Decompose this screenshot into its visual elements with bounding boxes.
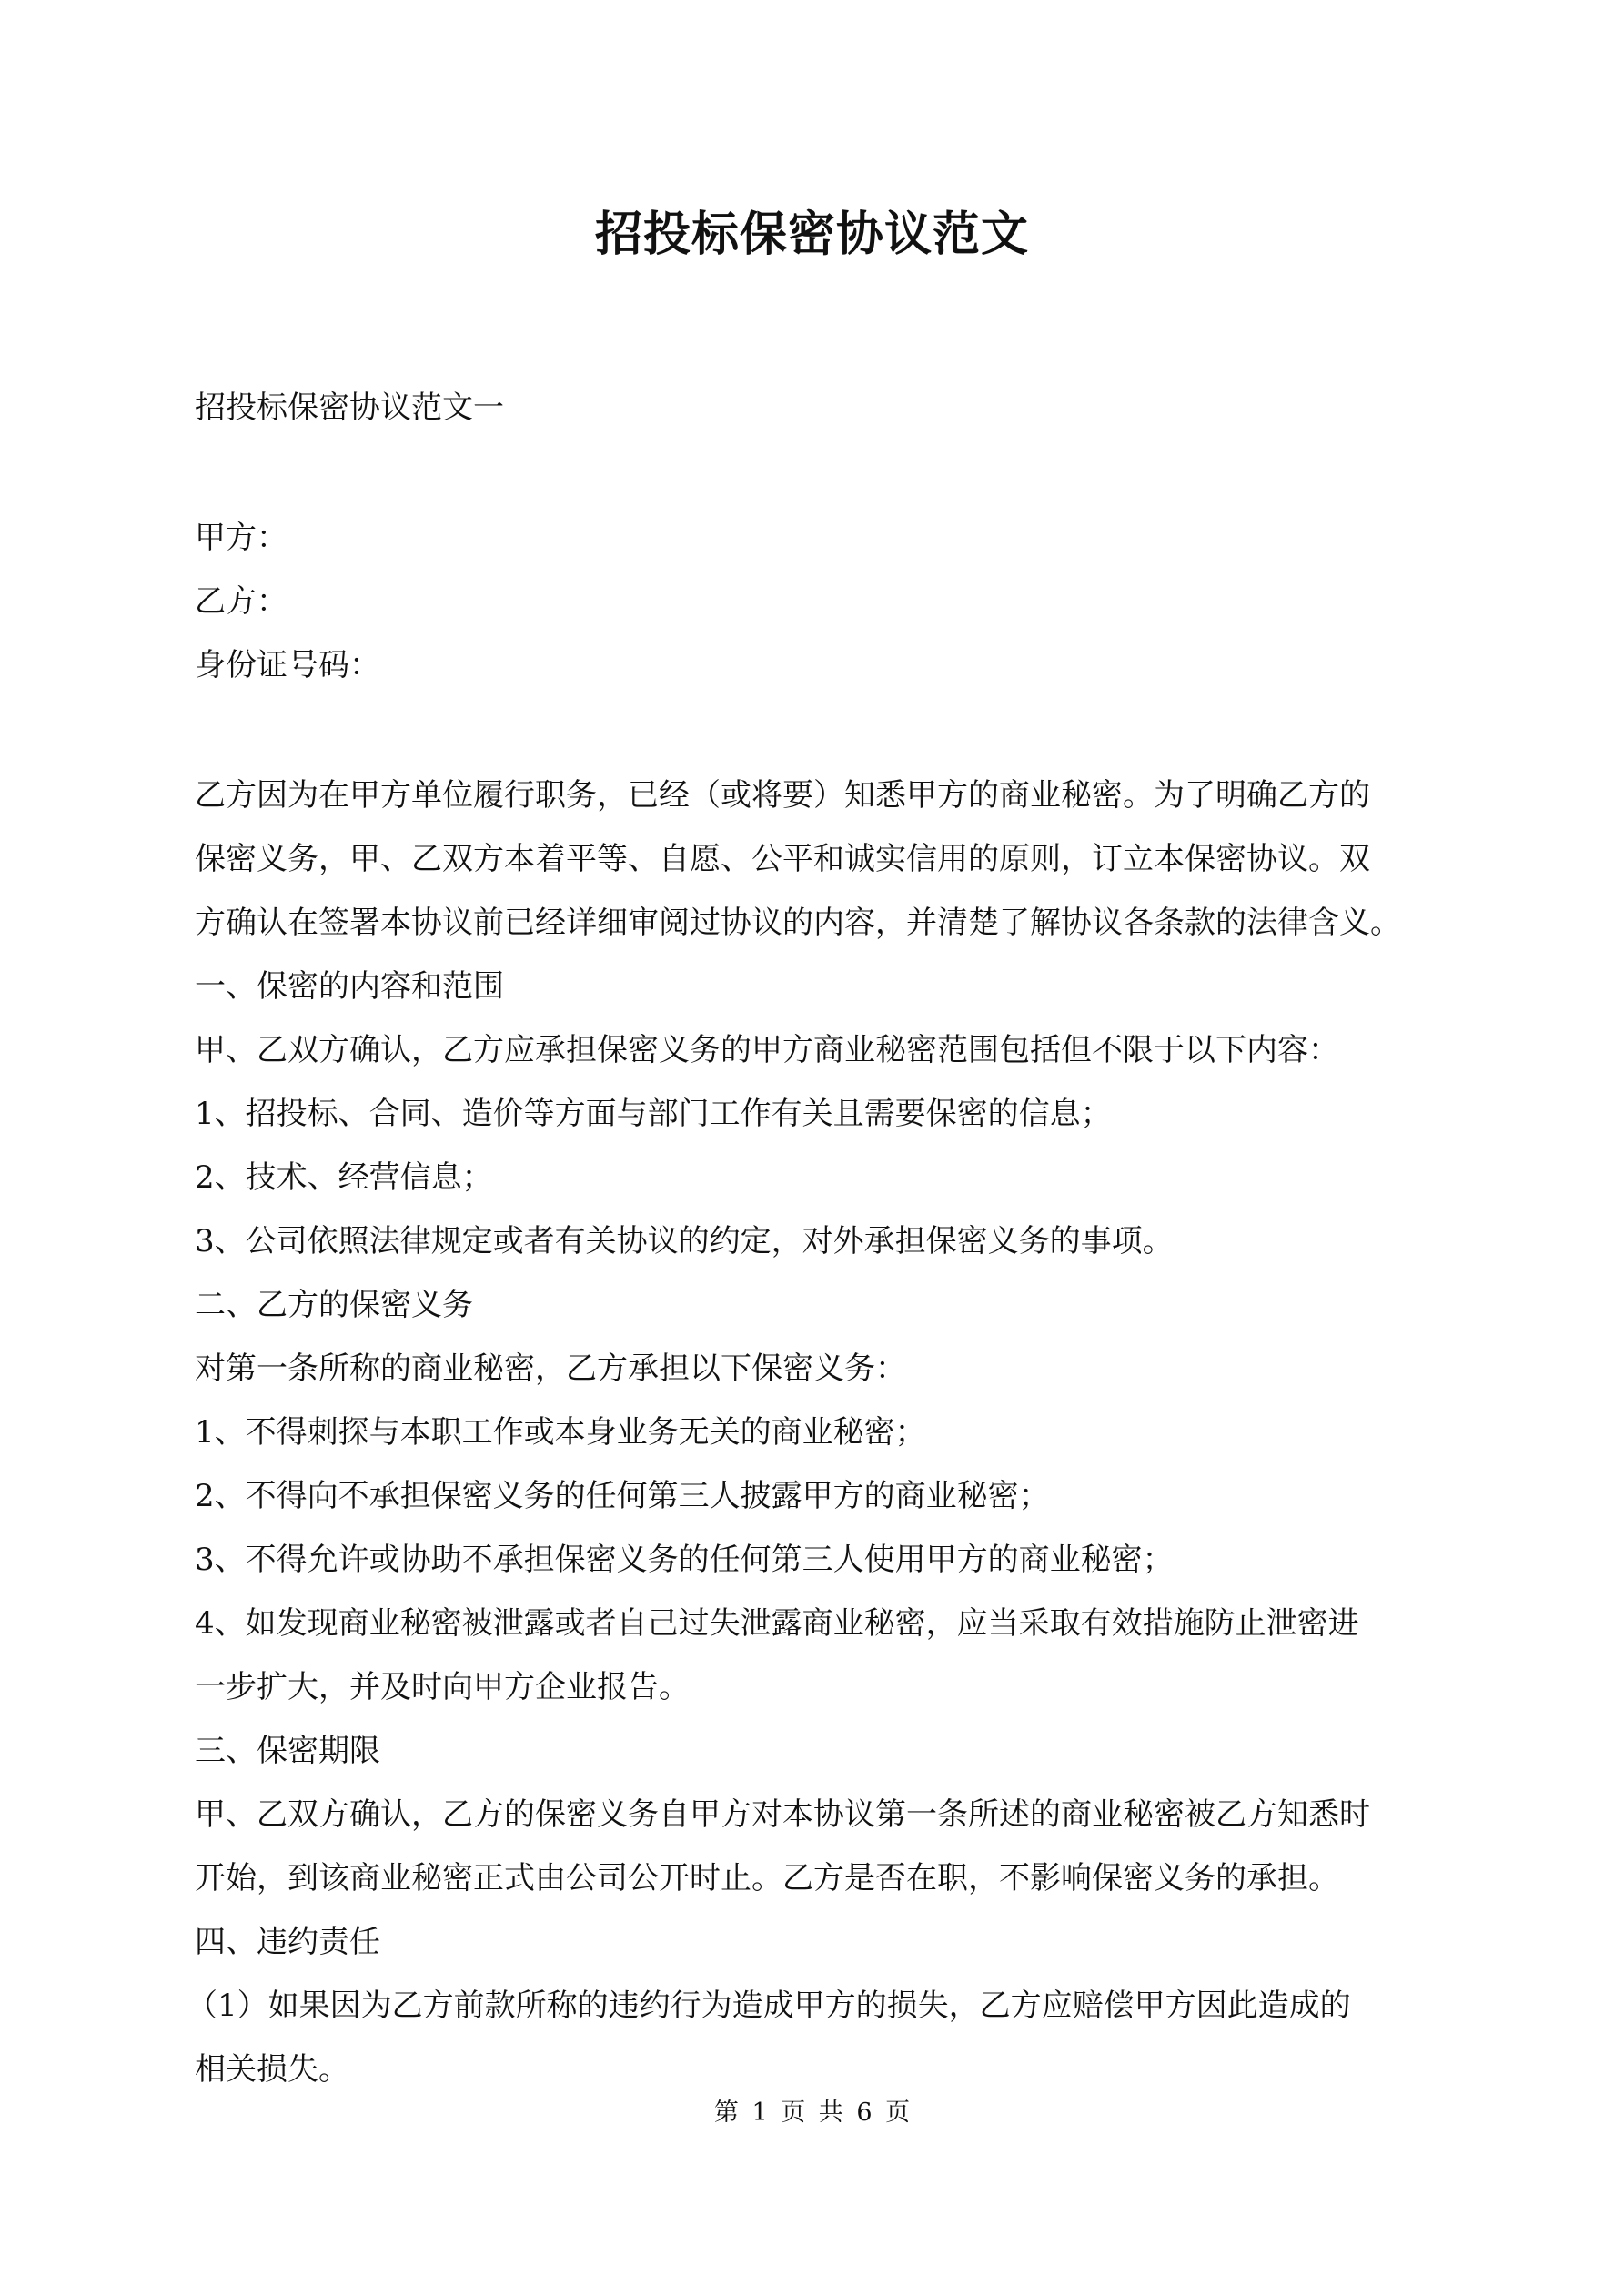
list-item: 1、不得刺探与本职工作或本身业务无关的商业秘密； bbox=[195, 1414, 926, 1451]
list-item-continuation: 相关损失。 bbox=[195, 2051, 349, 2088]
body-line: 对第一条所称的商业秘密，乙方承担以下保密义务： bbox=[195, 1350, 906, 1387]
list-item: 4、如发现商业秘密被泄露或者自己过失泄露商业秘密，应当采取有效措施防止泄密进 bbox=[195, 1605, 1359, 1642]
body-line: 保密义务，甲、乙双方本着平等、自愿、公平和诚实信用的原则，订立本保密协议。双 bbox=[195, 841, 1370, 877]
body-line: 方确认在签署本协议前已经详细审阅过协议的内容，并清楚了解协议各条款的法律含义。 bbox=[195, 905, 1401, 941]
id-number-field: 身份证号码： bbox=[195, 647, 380, 683]
section-heading: 招投标保密协议范文一 bbox=[195, 389, 504, 426]
body-line: 甲、乙双方确认，乙方应承担保密义务的甲方商业秘密范围包括但不限于以下内容： bbox=[195, 1032, 1339, 1068]
body-line: 开始，到该商业秘密正式由公司公开时止。乙方是否在职，不影响保密义务的承担。 bbox=[195, 1860, 1339, 1896]
list-item: 1、招投标、合同、造价等方面与部门工作有关且需要保密的信息； bbox=[195, 1096, 1112, 1132]
list-item: （1）如果因为乙方前款所称的违约行为造成甲方的损失，乙方应赔偿甲方因此造成的 bbox=[187, 1988, 1351, 2024]
page-indicator: 第 1 页 共 6 页 bbox=[713, 2099, 911, 2127]
party-b-field: 乙方： bbox=[195, 583, 287, 620]
list-item: 2、不得向不承担保密义务的任何第三人披露甲方的商业秘密； bbox=[195, 1478, 1050, 1514]
clause-heading: 四、违约责任 bbox=[195, 1924, 380, 1960]
body-line: 乙方因为在甲方单位履行职务，已经（或将要）知悉甲方的商业秘密。为了明确乙方的 bbox=[195, 777, 1370, 814]
list-item: 3、公司依照法律规定或者有关协议的约定，对外承担保密义务的事项。 bbox=[195, 1223, 1174, 1259]
party-a-field: 甲方： bbox=[195, 520, 287, 556]
clause-heading: 一、保密的内容和范围 bbox=[195, 968, 504, 1005]
document-title: 招投标保密协议范文 bbox=[594, 207, 1029, 262]
list-item-continuation: 一步扩大，并及时向甲方企业报告。 bbox=[195, 1669, 690, 1705]
clause-heading: 二、乙方的保密义务 bbox=[195, 1287, 473, 1323]
list-item: 3、不得允许或协助不承担保密义务的任何第三人使用甲方的商业秘密； bbox=[195, 1542, 1174, 1578]
clause-heading: 三、保密期限 bbox=[195, 1733, 380, 1769]
list-item: 2、技术、经营信息； bbox=[195, 1159, 493, 1196]
body-line: 甲、乙双方确认，乙方的保密义务自甲方对本协议第一条所述的商业秘密被乙方知悉时 bbox=[195, 1796, 1370, 1833]
